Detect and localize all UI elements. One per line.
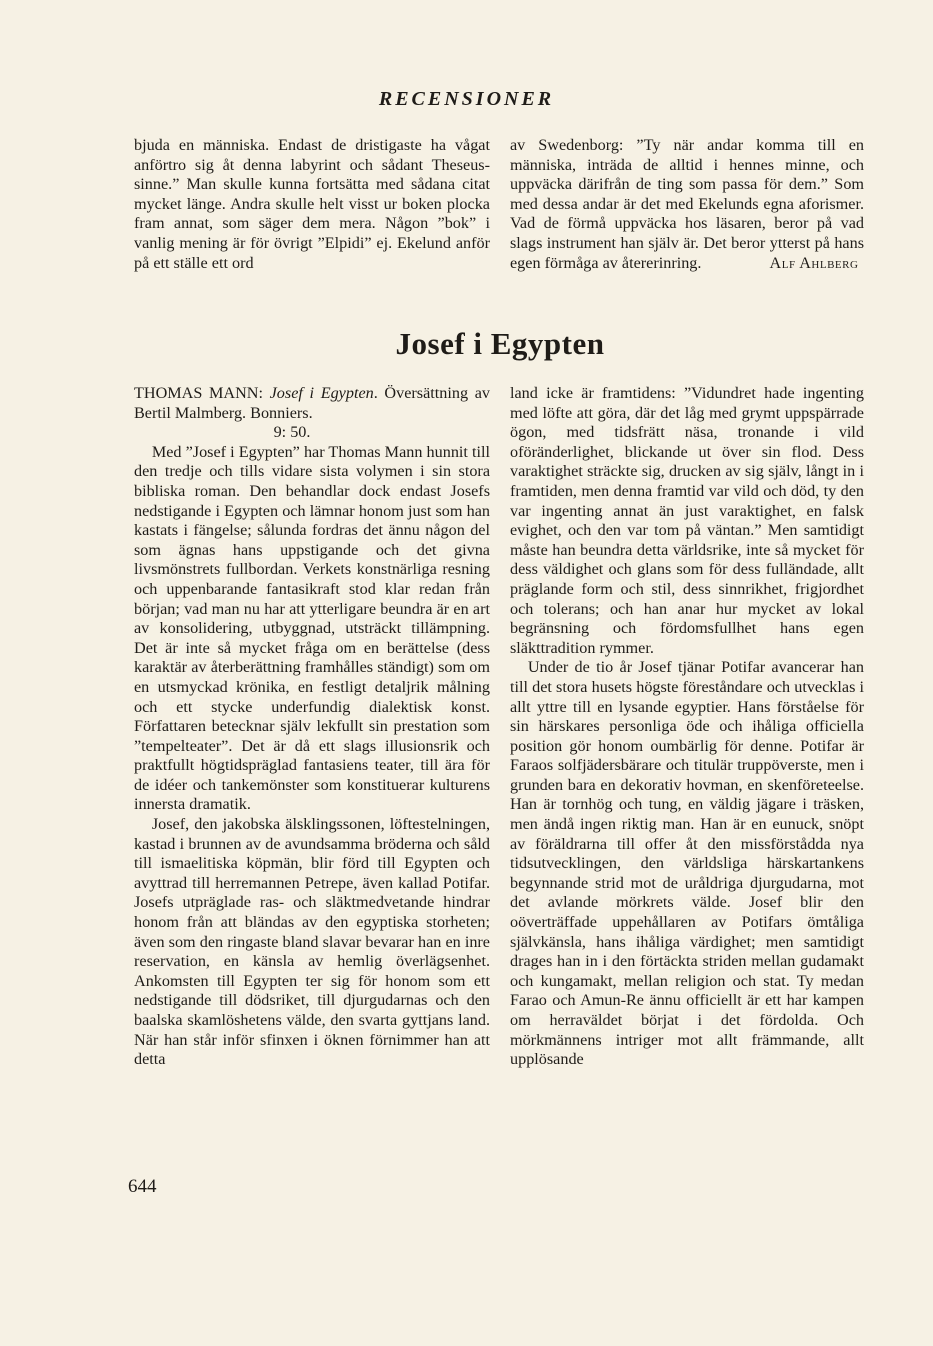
book-title: Josef i Egypten <box>269 384 374 402</box>
previous-review-text-right: av Swedenborg: ”Ty när andar komma till en människa, inträda de alltid i hennes minne, och uppväcka därifrån de ting som passa för dem.” Som med dessa andar är det med Ekelunds egna aforismer. Vad de förmå uppväcka hos läsaren, beror på vad slags instrument han själv är. Det beror ytterst på hans egen förmåga av återerinring. <box>510 136 864 272</box>
running-head: RECENSIONER <box>378 88 555 110</box>
page-number: 644 <box>128 1176 157 1197</box>
book-price: 9: 50. <box>273 423 311 442</box>
previous-review-right-column <box>510 136 864 273</box>
review-signature: Alf Ahlberg <box>769 253 859 272</box>
article-paragraph: Med ”Josef i Egypten” har Thomas Mann hunnit till den tredje och tills vidare sista volymen i sin stora bibliska roman. Den behandlar dock endast Josefs nedstigande i Egypten och lämnar honom just som han kastats i fängelse; sålunda fordras det ännu någon del som ägnas hans uppstigande och det givna livsmönstrets fullbordan. Verkets konstnärliga resning och uppenbarande fantasikraft stod klar redan från början; vad man nu har att ytterligare beundra är en art av konsolidering, utbyggnad, utsträckt tillämpning. Det är inte så mycket fråga om en berättelse (dess karaktär av återberättning framhålles ständigt) som om en utsmyckad krönika, en festligt detaljrik målning och ett stycke underfundig dialektisk konst. Författaren betecknar själv lekfullt sin prestation som ”tempelteater”. Det är då ett slags illusionsrik och praktfullt högtidspräglad fantasiens teater, till ära för de idéer och tankemönster som konstituerar kulturens innersta dramatik. <box>134 442 490 814</box>
article-left-column <box>134 384 490 1070</box>
previous-review-text-left: bjuda en människa. Endast de dristigaste ha vågat anförtro sig åt denna labyrint och sådant Theseus-sinne.” Man skulle kunna fortsätta med sådana citat mycket länge. Andra skulle helt visst ur boken plocka fram annat, som säger dem mera. Någon ”bok” i vanlig mening är för övrigt ”Elpidi” ej. Ekelund anför på ett ställe ett ord <box>134 136 490 272</box>
article-paragraph: Under de tio år Josef tjänar Potifar avancerar han till det stora husets högste föreståndare och utvecklas i allt yttre till en lysande egyptier. Hans förståelse för sin härskares personliga öde och ihåliga officiella position gör honom oumbärlig för denne. Potifar är Faraos solfjädersbärare och titulär truppöverste, men i grunden bara en dekorativ hovman, en skenföreteelse. Han är tornhög och tung, en väldig jägare i träsken, men ändå ingen riktig man. Han är en eunuck, snöpt av föräldrarna till offer åt den missförstådda nya tidsutvecklingen, den världsliga härskartankens begynnande strid mot de uråldriga djurgudarna, mot det avlande mörkrets välde. Josef blir den oöverträffade uppehållaren av Potifars ömtåliga självkänsla, hans ihåliga värdighet; men samtidigt drages han in i den förtäckta striden mellan gudamakt och kungamakt, mellan religion och stat. Ty medan Farao och Amun-Re ännu officiellt är ett har kampen om herraväldet börjat i det fördolda. Och mörkmännens intriger mot allt främmande, allt upplösande <box>510 658 864 1069</box>
previous-review-left-column <box>134 136 490 273</box>
book-details: . Översättning av Bertil Malmberg. Bonniers. <box>134 384 490 422</box>
article-paragraph: land icke är framtidens: ”Vidundret hade ingenting med löfte att göra, där det låg med grymt uppspärrade ögon, med tidsfrätt näsa, tronande i vild oföränderlighet, blickande ut över sin flod. Dess varaktighet sträckte sig, drucken av sig själv, långt in i framtiden, men denna framtid var vild och död, ty den var ingenting annat än just varaktighet, en falsk evighet, och den var tom på väntan.” Men samtidigt måste han beundra detta världsrike, inte så mycket för dess väldighet och glans som för dess fulländade, allt präglande form och stil, dess sinnrikhet, frigjordhet och tolerans; och han anar hur mycket av lokal begränsning och fördomsfullhet hans egen släkttradition rymmer. <box>510 384 864 657</box>
article-title: Josef i Egypten <box>395 326 605 361</box>
book-author: THOMAS MANN: <box>134 384 270 402</box>
previous-review-closing <box>510 136 864 273</box>
article-right-column <box>510 384 864 1070</box>
bibliographic-entry <box>134 384 490 443</box>
article-paragraph: Josef, den jakobska älsklingssonen, löftestelningen, kastad i brunnen av de avundsamma bröderna och såld till ismaelitiska köpmän, blir förd till Egypten och avyttrad till herremannen Petrepe, även kallad Potifar. Josefs utpräglade ras- och släktmedvetande hindrar honom från att bländas av den egyptiska storheten; även som den ringaste bland slavar bevarar han en inre reservation, en känsla av hemlig överlägsenhet. Ankomsten till Egypten ter sig för honom som ett nedstigande till dödsriket, till djurgudarnas och den baalska skamlöshetens välde, den svarta gyttjans land. När han står inför sfinxen i öknen förnimmer han att detta <box>134 815 490 1069</box>
